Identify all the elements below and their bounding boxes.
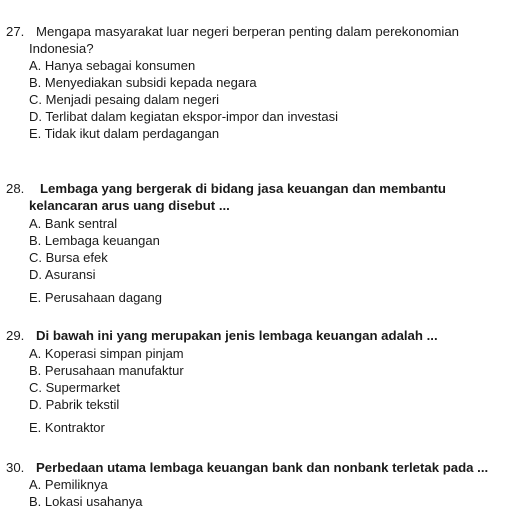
question-stem-line: Di bawah ini yang merupakan jenis lembaga keuangan adalah ... bbox=[36, 328, 438, 343]
question-stem-line: Perbedaan utama lembaga keuangan bank dan nonbank terletak pada ... bbox=[36, 460, 489, 475]
option-e: E. Kontraktor bbox=[29, 420, 105, 435]
question-stem-line: Mengapa masyarakat luar negeri berperan penting dalam perekonomian bbox=[36, 24, 459, 39]
option-a: A. Koperasi simpan pinjam bbox=[29, 346, 184, 361]
option-d: D. Pabrik tekstil bbox=[29, 397, 120, 412]
option-a: A. Pemiliknya bbox=[29, 477, 108, 492]
option-a: A. Bank sentral bbox=[29, 216, 118, 231]
option-c: C. Menjadi pesaing dalam negeri bbox=[29, 92, 220, 107]
option-e: E. Tidak ikut dalam perdagangan bbox=[29, 126, 220, 141]
option-a: A. Hanya sebagai konsumen bbox=[29, 58, 196, 73]
option-d: D. Terlibat dalam kegiatan ekspor-impor dan investasi bbox=[29, 109, 339, 124]
option-e: E. Perusahaan dagang bbox=[29, 290, 162, 305]
question-number: 28. bbox=[6, 181, 25, 196]
question-stem-line: Indonesia? bbox=[29, 41, 94, 56]
option-c: C. Bursa efek bbox=[29, 250, 108, 265]
option-c: C. Supermarket bbox=[29, 380, 121, 395]
option-b: B. Menyediakan subsidi kepada negara bbox=[29, 75, 257, 90]
question-stem-line: Lembaga yang bergerak di bidang jasa keuangan dan membantu bbox=[40, 181, 446, 196]
question-stem-line: kelancaran arus uang disebut ... bbox=[29, 198, 230, 213]
question-number: 30. bbox=[6, 460, 25, 475]
option-d: D. Asuransi bbox=[29, 267, 96, 282]
question-number: 27. bbox=[6, 24, 25, 39]
option-b: B. Perusahaan manufaktur bbox=[29, 363, 184, 378]
option-b: B. Lokasi usahanya bbox=[29, 494, 143, 509]
option-b: B. Lembaga keuangan bbox=[29, 233, 160, 248]
question-number: 29. bbox=[6, 328, 25, 343]
